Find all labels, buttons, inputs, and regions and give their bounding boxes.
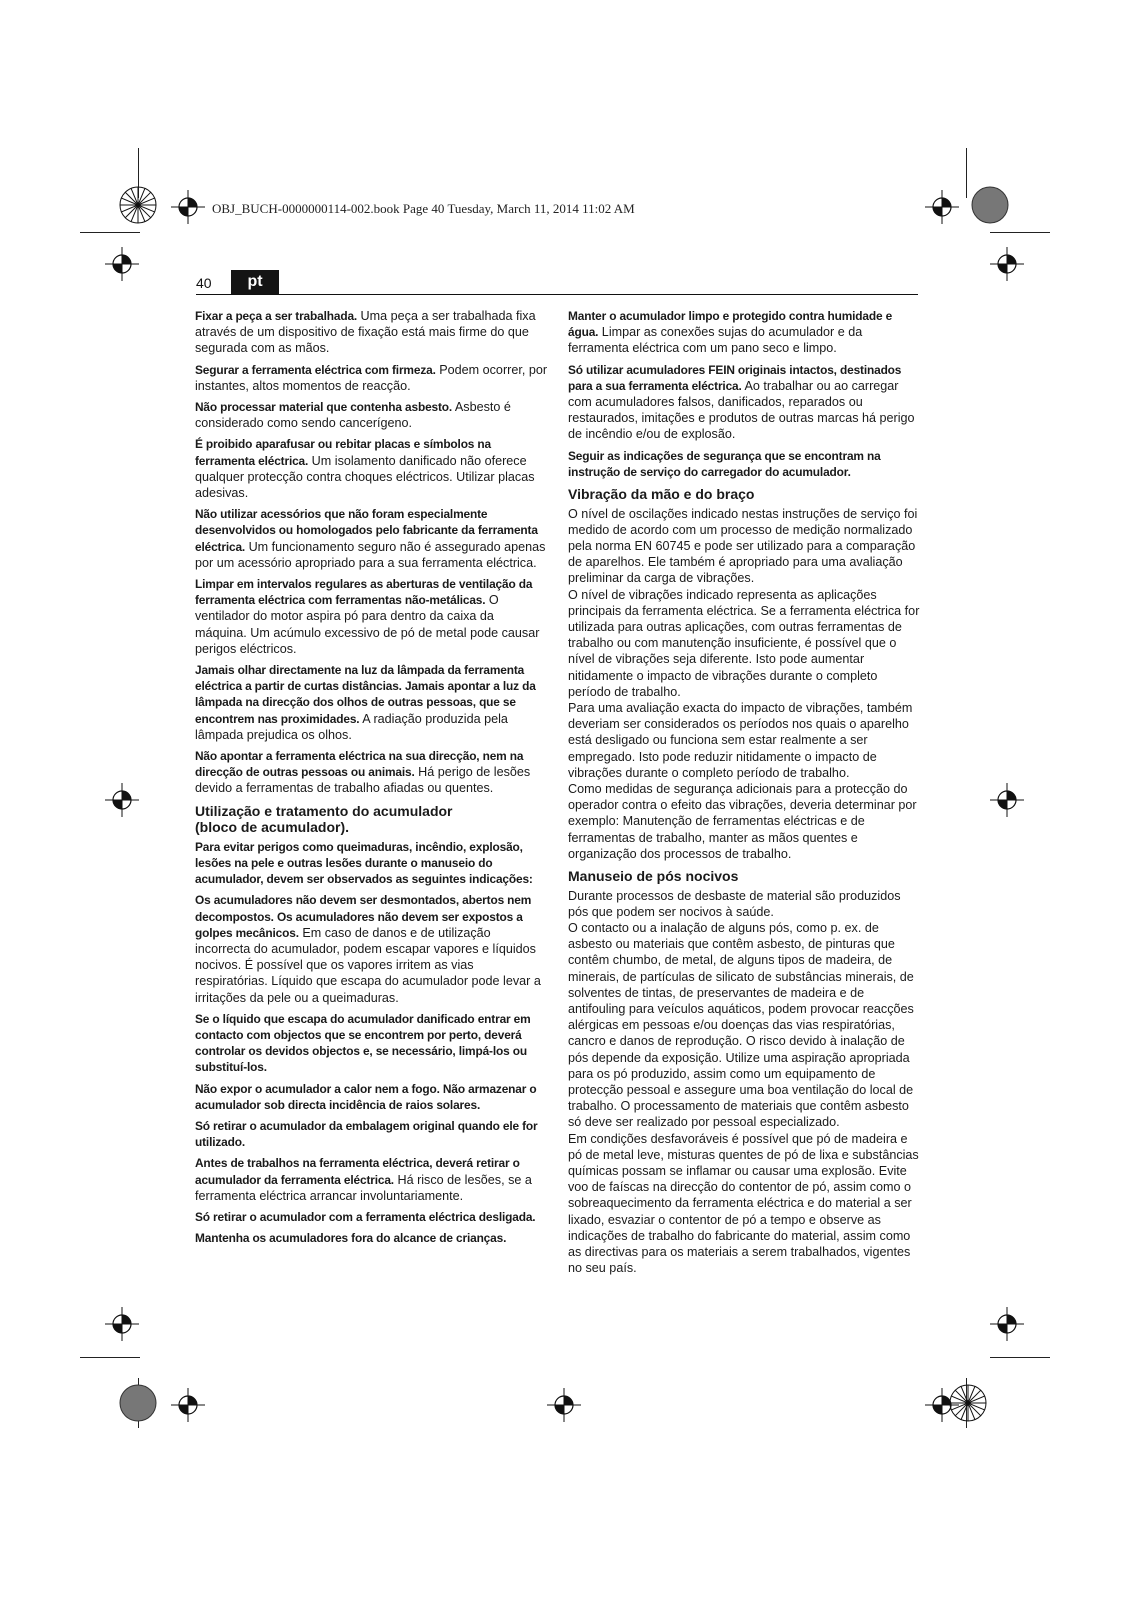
left-column [195, 308, 548, 1251]
body-text: Ao trabalhar ou ao carregar com acumuladores falsos, danificados, reparados ou restaurados, imitações e produtos de outras marcas há perigo de incêndio e/ou de explosão. [568, 378, 915, 442]
paragraph [568, 308, 921, 357]
body-text: Há risco de lesões, se a ferramenta eléctrica arrancar involuntariamente. [195, 1172, 532, 1203]
paragraph: Não expor o acumulador a calor nem a fogo. Não armazenar o acumulador sob directa incidência de raios solares. [195, 1081, 537, 1112]
body-text: Um funcionamento seguro não é assegurado apenas por um acessório apropriado para a sua ferramenta eléctrica. [195, 539, 546, 570]
heading-line: (bloco de acumulador). [195, 819, 350, 836]
bold-lead: Não processar material que contenha asbesto. [195, 400, 453, 415]
right-column [568, 308, 921, 1276]
paragraph: Só retirar o acumulador da embalagem original quando ele for utilizado. [195, 1118, 538, 1150]
bold-lead: Não apontar a ferramenta eléctrica na sua direcção, nem na direcção de outras pessoas ou animais. [195, 749, 524, 780]
crop-line-top-right-v [966, 148, 967, 198]
paragraph: Durante processos de desbaste de material são produzidos pós que podem ser nocivos à saúde. [568, 888, 901, 919]
bold-lead: Os acumuladores não devem ser desmontados, abertos nem decompostos. Os acumuladores não devem ser expostos a golpes mecânicos. [195, 893, 532, 940]
bold-lead: Limpar em intervalos regulares as aberturas de ventilação da ferramenta eléctrica com ferramentas não-metálicas. [195, 577, 533, 608]
paragraph [195, 308, 548, 357]
body-text: O ventilador do motor aspira pó para dentro da caixa da máquina. Um acúmulo excessivo de pó de metal pode causar perigos eléctricos. [195, 593, 540, 656]
section-heading-dust: Manuseio de pós nocivos [568, 868, 739, 884]
section-heading-vibration: Vibração da mão e do braço [568, 486, 755, 503]
crosshair-mark-icon [105, 247, 139, 281]
section-heading-battery [195, 803, 548, 836]
crop-line-left-top-h [80, 232, 140, 233]
body-text: Em caso de danos e de utilização incorrecta do acumulador, podem escapar vapores e líquidos nocivos. É possível que os vapores irritem as vias respiratórias. Líquido que escapa do acumulador pode levar a irritações da pele ou a queimaduras. [195, 925, 541, 1005]
body-text: Limpar as conexões sujas do acumulador e da ferramenta eléctrica com um pano seco e limpo. [568, 325, 863, 356]
paragraph: Para evitar perigos como queimaduras, incêndio, explosão, lesões na pele e outras lesões durante o manuseio do acumulador, devem ser observados as seguintes indicações: [195, 839, 533, 887]
paragraph: Em condições desfavoráveis é possível que pó de madeira e pó de metal leve, misturas quentes de pó de lixa e substâncias químicas possam se inflamar ou causar uma explosão. Evite voo de faíscas na direcção do contentor de pó, assim como o sobreaquecimento da ferramenta eléctrica e do material a ser lixado, esvaziar o contentor de pó a tempo e observe as indicações de trabalho do fabricante do material, assim como as directivas para os materiais a serem trabalhados, vigentes no seu país. [568, 1131, 919, 1276]
paragraph: Seguir as indicações de segurança que se encontram na instrução de serviço do carregador do acumulador. [568, 448, 881, 479]
crop-line-right-top-h [990, 232, 1050, 233]
bold-lead: Jamais olhar directamente na luz da lâmpada da ferramenta eléctrica a partir de curtas distâncias. Jamais apontar a luz da lâmpada na direcção dos olhos de outras pessoas, que se encontrem nas proximidades. [195, 663, 536, 726]
paragraph: Como medidas de segurança adicionais para a protecção do operador contra o efeito das vibrações, deveria determinar por exemplo: Manutenção de ferramentas eléctricas e de ferramentas de trabalho, manter as mãos quentes e organização dos processos de trabalho. [568, 781, 917, 861]
crosshair-mark-icon [171, 190, 205, 224]
crosshair-mark-icon [105, 783, 139, 817]
bold-lead: Fixar a peça a ser trabalhada. [195, 309, 358, 323]
grey-dot-mark-icon [118, 1383, 158, 1423]
bold-lead: Não utilizar acessórios que não foram especialmente desenvolvidos ou homologados pelo fabricante da ferramenta eléctrica. [195, 507, 538, 554]
paragraph [195, 436, 548, 501]
paragraph [195, 1155, 548, 1204]
crop-line-left-bottom-h [80, 1357, 140, 1358]
paragraph [195, 662, 548, 743]
paragraph [195, 399, 548, 431]
bold-lead: É proibido aparafusar ou rebitar placas e símbolos na ferramenta eléctrica. [195, 437, 492, 468]
paragraph: Para uma avaliação exacta do impacto de vibrações, também deveriam ser considerados os períodos nos quais o aparelho está desligado ou funciona sem estar realmente a ser empregado. Isto pode reduzir nitidamente o impacto de vibrações durante o completo período de trabalho. [568, 700, 913, 780]
bold-lead: Antes de trabalhos na ferramenta eléctrica, deverá retirar o acumulador da ferramenta eléctrica. [195, 1156, 520, 1187]
body-text: Asbesto é considerado como sendo cancerígeno. [195, 400, 511, 431]
paragraph: Só retirar o acumulador com a ferramenta eléctrica desligada. [195, 1209, 536, 1224]
crosshair-mark-icon [925, 190, 959, 224]
heading-line: Utilização e tratamento do acumulador [195, 802, 453, 819]
bold-lead: Manter o acumulador limpo e protegido contra humidade e água. [568, 309, 893, 340]
crosshair-mark-icon [105, 1307, 139, 1341]
bold-lead: Só utilizar acumuladores FEIN originais intactos, destinados para a sua ferramenta eléctrica. [568, 362, 902, 393]
paragraph [195, 362, 548, 394]
paragraph: O contacto ou a inalação de alguns pós, como p. ex. de asbesto ou materiais que contêm asbesto, de pinturas que contêm chumbo, de metal, de alguns tipos de madeira, de minerais, de partículas de silicato de substâncias minerais, de solventes de tintas, de preservantes de madeira e de antifouling para veículos aquáticos, podem provocar reacções alérgicas em pessoas e/ou doenças das vias respiratórias, cancro e danos de reprodução. O risco devido à inalação de pós depende da exposição. Utilize uma aspiração apropriada para os pó produzido, assim como um equipamento de protecção pessoal e assegure uma boa ventilação do local de trabalho. O processamento de materiais que contêm asbesto só deve ser realizado por pessoal especializado. [568, 920, 914, 1130]
starburst-mark-icon [948, 1383, 988, 1423]
paragraph [195, 576, 548, 657]
paragraph: O nível de vibrações indicado representa as aplicações principais da ferramenta eléctrica. Se a ferramenta eléctrica for utilizada para outras aplicações, com outras ferramentas de trabalho ou com manutenção insuficiente, é possível que o nível de vibrações seja diferente. Isto pode aumentar nitidamente o impacto de vibrações durante o completo período de trabalho. [568, 587, 920, 699]
book-file-info: OBJ_BUCH-0000000114-002.book Page 40 Tuesday, March 11, 2014 11:02 AM [212, 201, 635, 216]
language-tab: pt [231, 270, 279, 294]
paragraph: O nível de oscilações indicado nestas instruções de serviço foi medido de acordo com um processo de medição normalizado pela norma EN 60745 e pode ser utilizado para a comparação de aparelhos. Ele também é apropriado para uma avaliação preliminar da carga de vibrações. [568, 506, 918, 586]
bold-lead: Segurar a ferramenta eléctrica com firmeza. [195, 362, 436, 377]
grey-dot-mark-icon [970, 185, 1010, 225]
paragraph: Mantenha os acumuladores fora do alcance de crianças. [195, 1231, 507, 1246]
header-rule [196, 294, 918, 295]
paragraph [195, 748, 548, 797]
page-number: 40 [196, 275, 212, 291]
paragraph [195, 506, 548, 571]
crosshair-mark-icon [990, 247, 1024, 281]
crosshair-mark-icon [547, 1388, 581, 1422]
paragraph [195, 892, 548, 1005]
body-text: Podem ocorrer, por instantes, altos momentos de reacção. [195, 362, 548, 393]
body-text: A radiação produzida pela lâmpada prejudica os olhos. [195, 711, 508, 742]
body-text: Uma peça a ser trabalhada fixa através de um dispositivo de fixação está mais firme do que segurada com as mãos. [195, 309, 536, 356]
crosshair-mark-icon [990, 783, 1024, 817]
paragraph [568, 362, 921, 443]
crosshair-mark-icon [990, 1307, 1024, 1341]
body-text: Há perigo de lesões devido a ferramentas de trabalho afiadas ou quentes. [195, 765, 531, 796]
body-text: Um isolamento danificado não oferece qualquer protecção contra choques eléctricos. Utilizar placas adesivas. [195, 453, 535, 501]
crop-line-right-bottom-h [990, 1357, 1050, 1358]
starburst-mark-icon [118, 185, 158, 225]
crosshair-mark-icon [171, 1388, 205, 1422]
paragraph: Se o líquido que escapa do acumulador danificado entrar em contacto com objectos que se encontrem por perto, deverá controlar os devidos objectos e, se necessário, limpá-los ou substituí-los. [195, 1011, 531, 1075]
